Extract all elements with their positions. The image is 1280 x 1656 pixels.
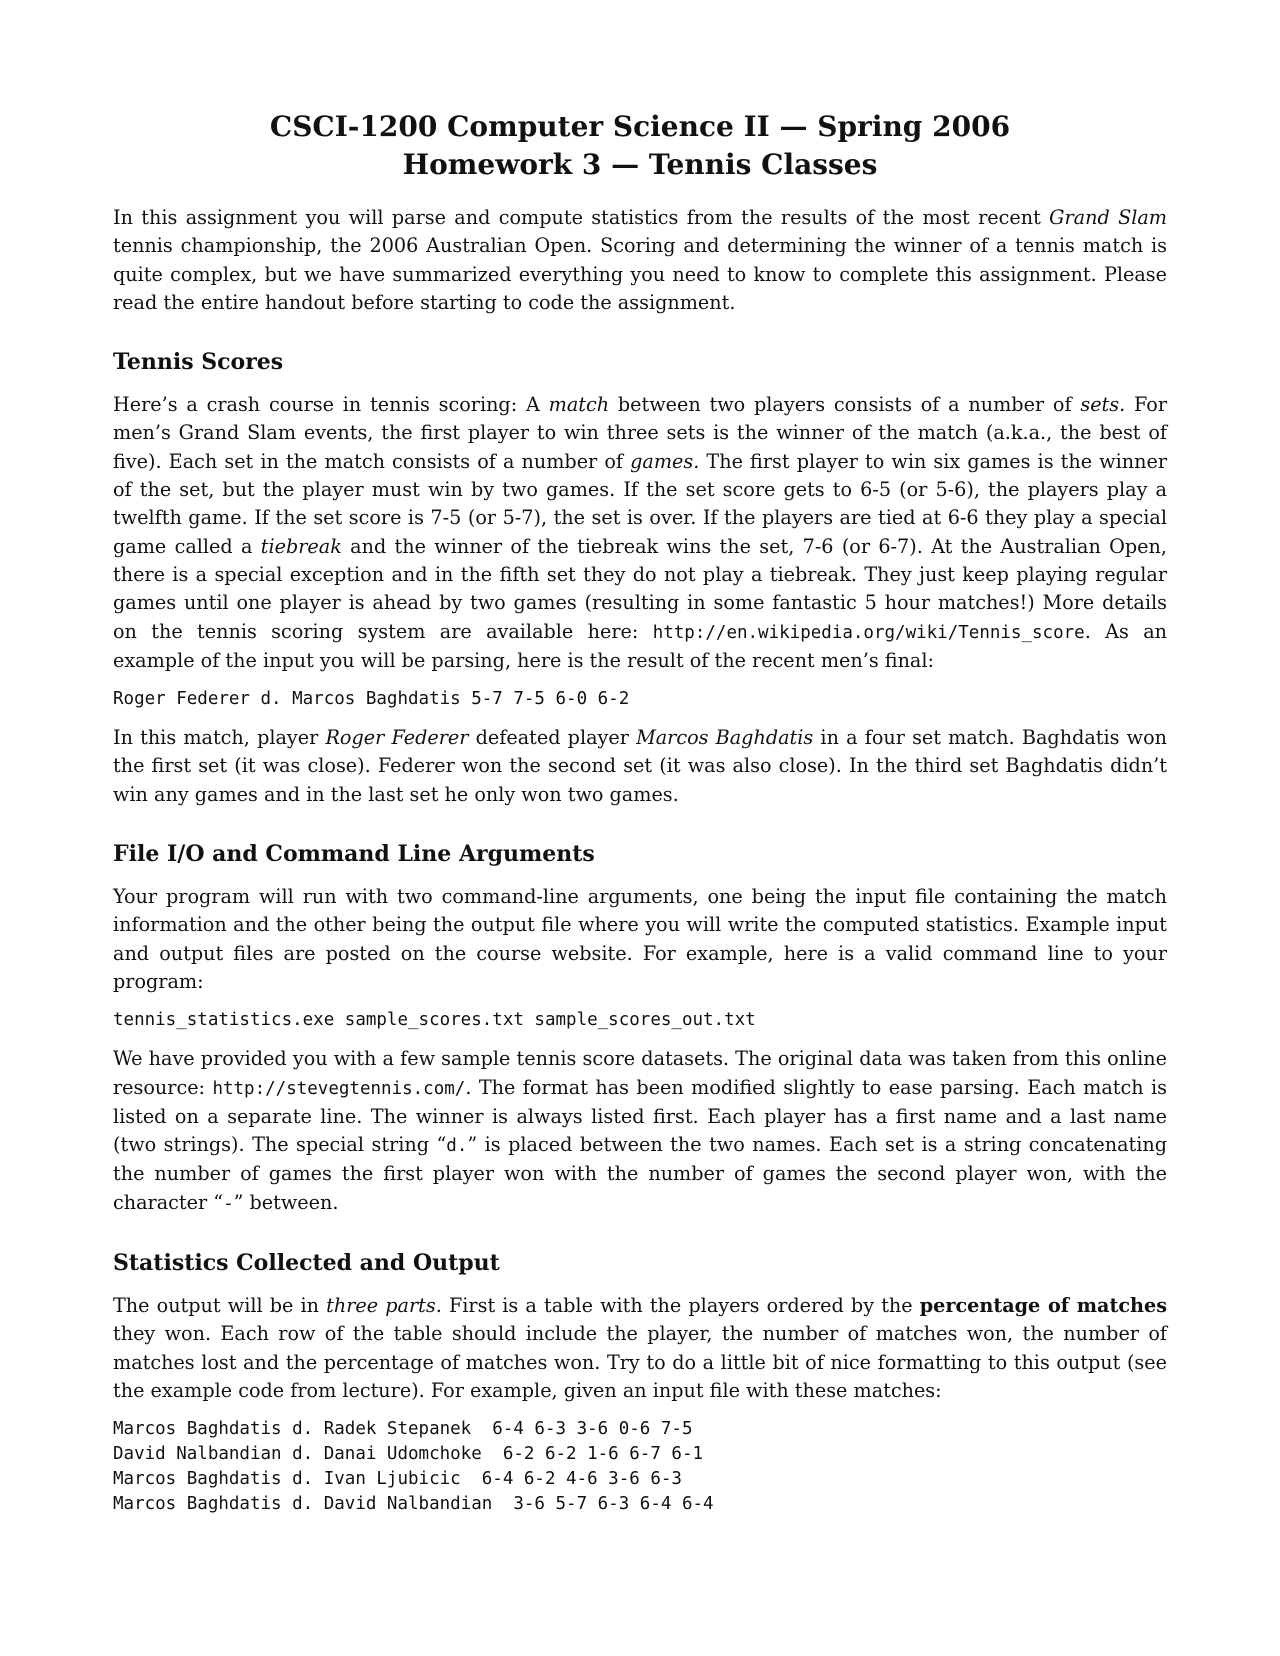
match-line: Marcos Baghdatis d. Ivan Ljubicic 6-4 6-2 4-6 3-6 6-3 <box>113 1469 682 1490</box>
tennis-scores-paragraph-2 <box>113 724 1167 809</box>
emphasis: games. <box>630 449 700 473</box>
emphasis: sets. <box>1080 393 1126 417</box>
match-line: Marcos Baghdatis d. Radek Stepanek 6-4 6-3 3-6 0-6 7-5 <box>113 1419 693 1440</box>
file-io-paragraph-2 <box>113 1045 1167 1218</box>
stevegtennis-url: http://stevegtennis.com/ <box>212 1078 466 1099</box>
title-line-2: Homework 3 — Tennis Classes <box>402 148 878 181</box>
file-io-paragraph-1: Your program will run with two command-line arguments, one being the input file containing the match information and the other being the output file where you will write the computed statistics. Example input and output files are posted on the course website. For example, here is a valid command line to your program: <box>113 885 1167 993</box>
match-line: David Nalbandian d. Danai Udomchoke 6-2 6-2 1-6 6-7 6-1 <box>113 1444 704 1465</box>
text-run: . As an example of the input you will be parsing, here is the result of the recent men’s final: <box>113 619 1167 672</box>
text-run: ” is placed between the two names. Each set is a string concatenating the number of games the first player won with the number of games the second player won, with the character “ <box>113 1133 1168 1214</box>
wikipedia-url: http://en.wikipedia.org/wiki/Tennis_score <box>652 622 1085 643</box>
document-title <box>113 108 1167 184</box>
emphasis: Grand Slam <box>1049 206 1168 229</box>
emphasis: Marcos Baghdatis <box>636 726 814 750</box>
emphasis: tiebreak <box>260 534 342 558</box>
inline-code: - <box>223 1193 234 1214</box>
text-run: they won. Each row of the table should include the player, the number of matches won, the number of matches lost and the percentage of matches won. Try to do a little bit of nice formatting to this output (see the example code from lecture). For example, given an input file with these matches: <box>113 1322 1167 1402</box>
example-match-line: Roger Federer d. Marcos Baghdatis 5-7 7-5 6-0 6-2 <box>113 689 630 710</box>
text-run: The output will be in <box>113 1294 327 1318</box>
text-run: In this assignment you will parse and compute statistics from the results of the most recent <box>113 206 1050 229</box>
text-run: The first player to win six games is the winner of the set, but the player must win by two games. If the set score gets to 6-5 (or 5-6), the players play a twelfth game. If the set score is 7-5 (or 5-7), the set is over. If the players are tied at 6-6 they play a special game called a <box>113 449 1167 558</box>
text-run: . The format has been modified slightly to ease parsing. Each match is listed on a separate line. The winner is always listed first. Each player has a first name and a last name (two strings). The special string “ <box>113 1075 1168 1157</box>
text-run: ” between. <box>233 1190 339 1214</box>
text-run: tennis championship, the 2006 Australian Open. Scoring and determining the winner of a tennis match is quite complex, but we have summarized everything you need to know to complete this assignment. Please read the entire handout before starting to code the assignment. <box>113 234 1167 314</box>
inline-code: d. <box>446 1136 468 1157</box>
text-run: between two players consists of a number of <box>609 393 1081 417</box>
text-run: and the winner of the tiebreak wins the set, 7-6 (or 6-7). At the Australian Open, there is a special exception and in the fifth set they do not play a tiebreak. They just keep playing regular games until one player is ahead by two games (resulting in some fantastic 5 hour matches!) More details on the tennis scoring system are available here: <box>113 534 1167 643</box>
text-run: We have provided you with a few sample tennis score datasets. The original data was taken from this online resource: <box>113 1047 1167 1099</box>
intro-paragraph <box>113 204 1167 317</box>
text-run: For men’s Grand Slam events, the first player to win three sets is the winner of the match (a.k.a., the best of five). Each set in the match consists of a number of <box>113 393 1168 473</box>
bold-text: percentage of matches <box>919 1294 1167 1318</box>
document-page <box>113 108 1167 1517</box>
statistics-paragraph-1 <box>113 1292 1167 1405</box>
text-run: defeated player <box>468 726 637 750</box>
title-line-1: CSCI-1200 Computer Science II — Spring 2006 <box>269 110 1011 143</box>
section-heading-statistics: Statistics Collected and Output <box>113 1250 500 1277</box>
section-heading-tennis-scores: Tennis Scores <box>113 349 284 376</box>
section-heading-file-io: File I/O and Command Line Arguments <box>113 841 595 868</box>
text-run: First is a table with the players ordered by the <box>441 1294 920 1318</box>
command-line-example: tennis_statistics.exe sample_scores.txt sample_scores_out.txt <box>113 1010 756 1031</box>
text-run: in a four set match. Baghdatis won the first set (it was close). Federer won the second set (it was also close). In the third set Baghdatis didn’t win any games and in the last set he only won two games. <box>113 726 1167 806</box>
emphasis: three parts. <box>326 1294 442 1318</box>
emphasis: match <box>548 393 610 417</box>
emphasis: Roger Federer <box>325 726 469 750</box>
text-run: In this match, player <box>113 726 326 750</box>
match-list <box>113 1417 1167 1517</box>
tennis-scores-paragraph-1 <box>113 391 1167 675</box>
match-line: Marcos Baghdatis d. David Nalbandian 3-6 5-7 6-3 6-4 6-4 <box>113 1494 714 1515</box>
text-run: Here’s a crash course in tennis scoring: A <box>113 393 549 417</box>
